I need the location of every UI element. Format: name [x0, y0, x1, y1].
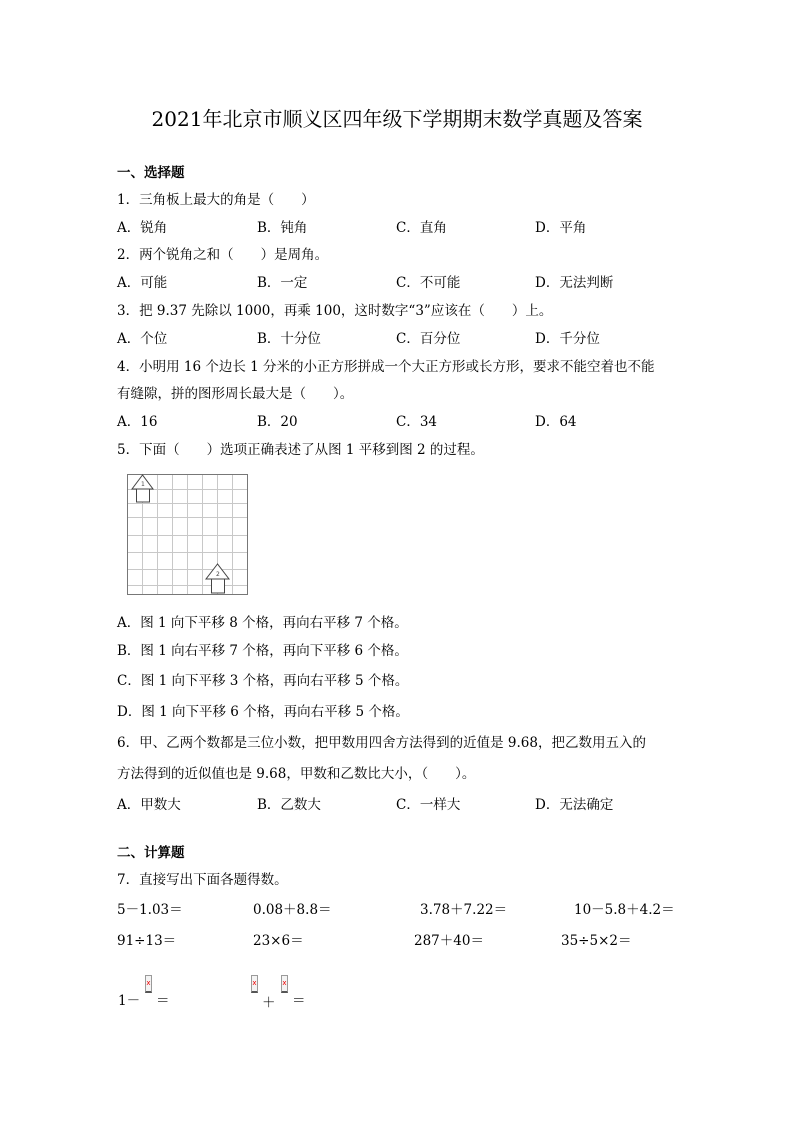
house-1-label: 1 [141, 481, 145, 488]
translation-grid-figure [127, 474, 248, 595]
calc-r2-c4: 35÷5×2＝ [561, 933, 632, 949]
fraction-expr-2-plus: ＋ [262, 995, 276, 1011]
q1-option-b: B．钝角 [257, 220, 308, 236]
q2-option-d: D．无法判断 [535, 275, 614, 291]
question-1: 1．三角板上最大的角是（ ） [117, 192, 315, 208]
house-figure-2 [206, 564, 229, 593]
q5-option-c: C．图 1 向下平移 3 个格，再向右平移 5 个格。 [117, 673, 409, 689]
q2-option-a: A．可能 [117, 275, 168, 291]
calc-r1-c1: 5－1.03＝ [117, 902, 183, 918]
question-3: 3．把 9.37 先除以 1000，再乘 100，这时数字“3”应该在（ ）上。 [117, 303, 553, 319]
q3-option-b: B．十分位 [257, 331, 321, 347]
q6-option-c: C．一样大 [396, 797, 461, 813]
section-heading-choice: 一、选择题 [117, 165, 185, 181]
broken-image-icon: x [145, 975, 152, 993]
question-7: 7．直接写出下面各题得数。 [117, 872, 288, 888]
house-2-label: 2 [216, 571, 220, 578]
q3-option-a: A．个位 [117, 331, 168, 347]
calc-r2-c1: 91÷13＝ [117, 933, 177, 949]
calc-r1-c4: 10－5.8＋4.2＝ [574, 902, 675, 918]
q4-option-c: C．34 [396, 414, 438, 430]
question-4-line-1: 4．小明用 16 个边长 1 分米的小正方形拼成一个大正方形或长方形，要求不能空着也不能 [117, 359, 655, 375]
q6-option-b: B．乙数大 [257, 797, 321, 813]
q1-option-a: A．锐角 [117, 220, 168, 236]
q5-option-d: D．图 1 向下平移 6 个格，再向右平移 5 个格。 [117, 704, 409, 720]
fraction-expr-2-equals: ＝ [292, 993, 306, 1009]
q3-option-c: C．百分位 [396, 331, 461, 347]
fraction-expr-1-equals: ＝ [156, 993, 170, 1009]
broken-image-icon: x [281, 975, 288, 993]
question-6-line-2: 方法得到的近似值也是 9.68，甲数和乙数比大小，（ ）。 [117, 766, 476, 782]
calc-r1-c3: 3.78＋7.22＝ [420, 902, 508, 918]
question-4-line-2: 有缝隙，拼的图形周长最大是（ ）。 [117, 386, 354, 402]
question-6-line-1: 6．甲、乙两个数都是三位小数，把甲数用四舍方法得到的近值是 9.68，把乙数用五入的 [117, 735, 646, 751]
q1-option-c: C．直角 [396, 220, 447, 236]
q5-option-a: A．图 1 向下平移 8 个格，再向右平移 7 个格。 [117, 615, 408, 631]
q4-option-d: D．64 [535, 414, 577, 430]
q6-option-a: A．甲数大 [117, 797, 181, 813]
question-5: 5．下面（ ）选项正确表述了从图 1 平移到图 2 的过程。 [117, 442, 484, 458]
calc-r1-c2: 0.08＋8.8＝ [253, 902, 332, 918]
q5-option-b: B．图 1 向右平移 7 个格，再向下平移 6 个格。 [117, 643, 408, 659]
house-figure-1 [132, 475, 153, 502]
section-heading-calculation: 二、计算题 [117, 845, 185, 861]
q2-option-c: C．不可能 [396, 275, 461, 291]
q3-option-d: D．千分位 [535, 331, 600, 347]
q1-option-d: D．平角 [535, 220, 587, 236]
calc-r2-c3: 287＋40＝ [414, 933, 484, 949]
q6-option-d: D．无法确定 [535, 797, 614, 813]
fraction-expr-1-prefix: 1－ [118, 993, 141, 1009]
grid-svg [127, 474, 248, 595]
q2-option-b: B．一定 [257, 275, 308, 291]
question-2: 2．两个锐角之和（ ）是周角。 [117, 247, 329, 263]
q4-option-a: A．16 [117, 414, 158, 430]
q4-option-b: B．20 [257, 414, 298, 430]
calc-r2-c2: 23×6＝ [253, 933, 304, 949]
broken-image-icon: x [251, 975, 258, 993]
document-title: 2021年北京市顺义区四年级下学期期末数学真题及答案 [151, 107, 643, 131]
